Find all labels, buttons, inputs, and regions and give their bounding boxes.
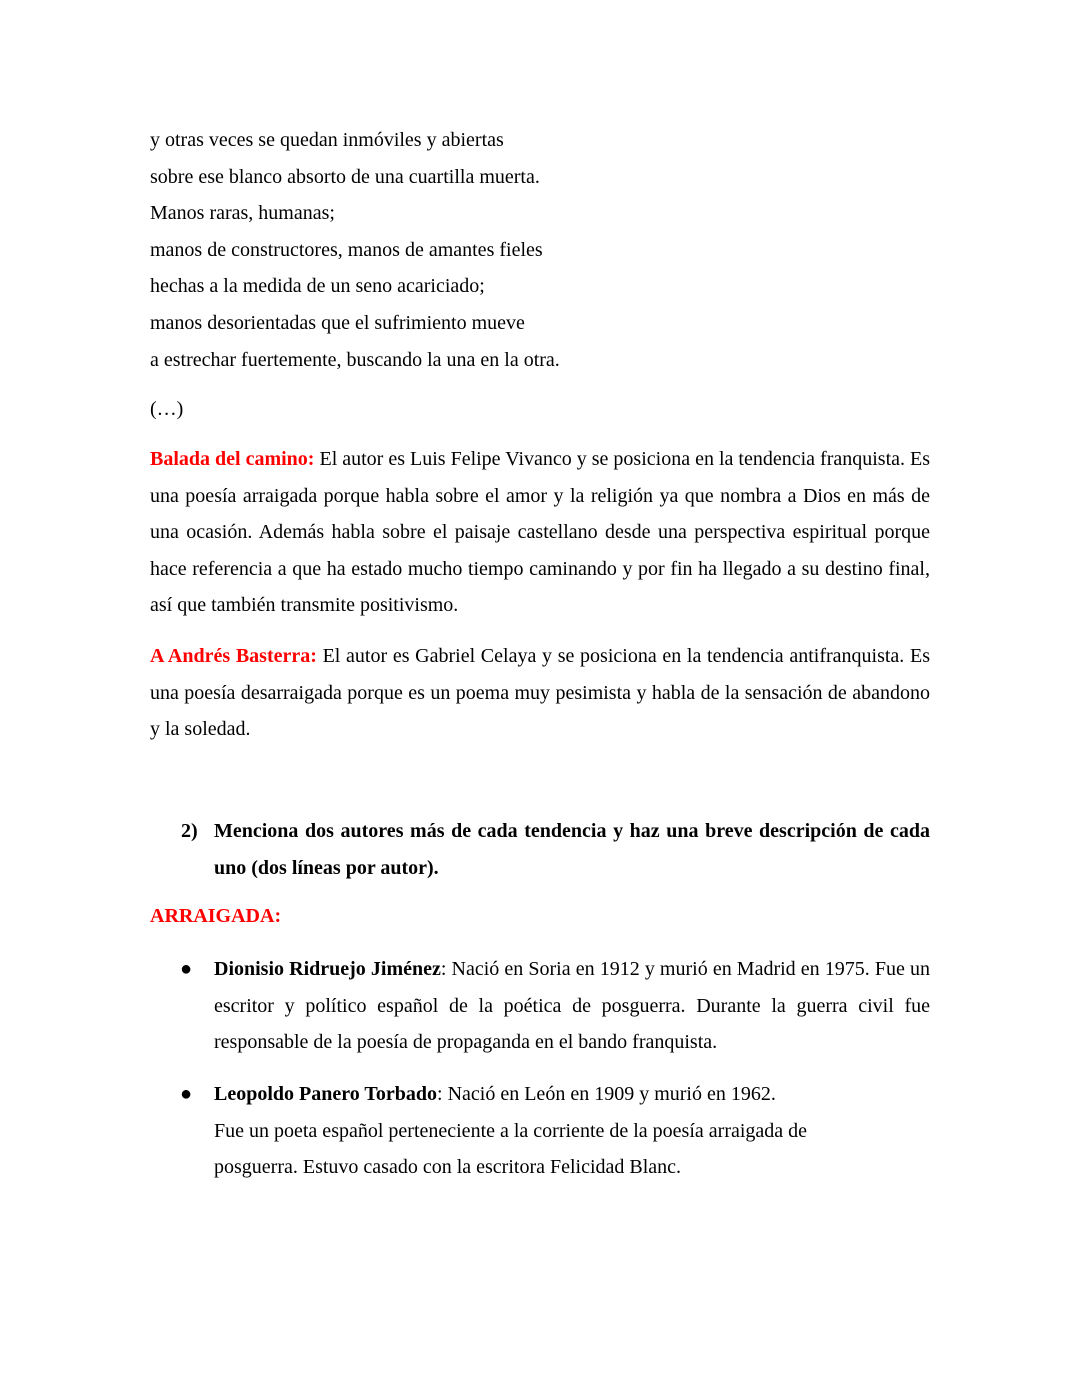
analysis-a-andres-basterra [150, 638, 930, 748]
author-item-panero [214, 1076, 930, 1186]
question-text: Menciona dos autores más de cada tendencia y haz una breve descripción de cada uno (dos líneas por autor). [214, 820, 930, 879]
analysis-text: El autor es Gabriel Celaya y se posiciona en la tendencia antifranquista. Es una poesía desarraigada porque es un poema muy pesimista y habla de la sensación de abandono y la soledad. [150, 645, 930, 741]
bullet-icon: ● [180, 958, 193, 980]
poem-line: sobre ese blanco absorto de una cuartilla muerta. [150, 165, 540, 188]
bullet-icon: ● [180, 1083, 193, 1105]
author-name: Dionisio Ridruejo Jiménez [214, 958, 441, 980]
author-description-line: posguerra. Estuvo casado con la escritora Felicidad Blanc. [214, 1156, 682, 1179]
poem-line: a estrechar fuertemente, buscando la una en la otra. [150, 348, 560, 371]
poem-title-balada: Balada del camino: [150, 448, 315, 470]
question-number: 2) [181, 820, 198, 842]
poem-line: manos desorientadas que el sufrimiento mueve [150, 311, 525, 334]
analysis-balada-del-camino [150, 441, 930, 624]
author-description: : Nació en Soria en 1912 y murió en Madrid en 1975. Fue un escritor y político español de la poética de posguerra. Durante la guerra civil fue responsable de la poesía de propaganda en el bando franquista. [214, 958, 930, 1054]
poem-line: Manos raras, humanas; [150, 202, 335, 225]
poem-line: hechas a la medida de un seno acariciado; [150, 275, 485, 298]
poem-line: manos de constructores, manos de amantes fieles [150, 238, 543, 261]
author-description-line: Fue un poeta español perteneciente a la corriente de la poesía arraigada de [214, 1119, 808, 1142]
section-heading-arraigada: ARRAIGADA: [150, 905, 282, 927]
analysis-text: El autor es Luis Felipe Vivanco y se posiciona en la tendencia franquista. Es una poesía arraigada porque habla sobre el amor y la religión ya que nombra a Dios en más de una ocasión. Además habla sobre el paisaje castellano desde una perspectiva espiritual porque hace referencia a que ha estado mucho tiempo caminando y por fin ha llegado a su destino final, así que también transmite positivismo. [150, 448, 931, 617]
poem-ellipsis: (…) [150, 398, 184, 420]
poem-line: y otras veces se quedan inmóviles y abiertas [150, 129, 504, 151]
poem-title-basterra: A Andrés Basterra: [150, 645, 317, 667]
poem-excerpt [150, 122, 930, 378]
author-item-ridruejo [214, 951, 930, 1061]
author-name: Leopoldo Panero Torbado [214, 1083, 438, 1105]
author-first-line [214, 1076, 930, 1113]
author-description: : Nació en León en 1909 y murió en 1962. [437, 1083, 776, 1105]
